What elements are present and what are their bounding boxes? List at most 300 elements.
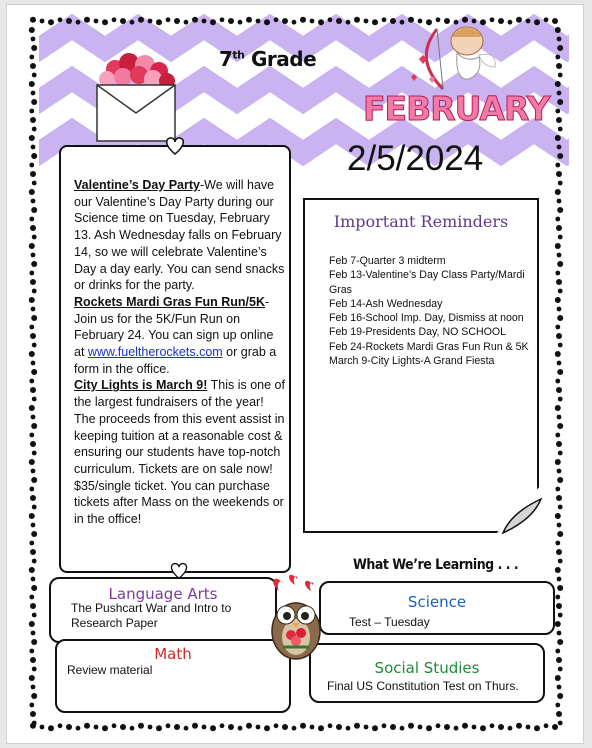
learning-heading: What We’re Learning . . . (353, 557, 519, 573)
border-dot (84, 723, 90, 729)
border-dot (29, 217, 34, 222)
border-dot (382, 17, 387, 22)
border-dot (156, 19, 162, 25)
border-dot (32, 289, 37, 294)
border-dot (555, 541, 560, 546)
border-dot (29, 27, 35, 33)
border-dot (557, 253, 562, 258)
border-dot (558, 559, 563, 564)
border-dot (32, 559, 37, 564)
border-dot (390, 724, 396, 730)
border-dot (256, 725, 261, 730)
border-dot (256, 19, 261, 24)
border-dot (558, 667, 563, 672)
grade-title: 7th Grade (219, 47, 317, 71)
border-dot (29, 379, 34, 384)
border-dot (557, 91, 562, 96)
border-dot (210, 725, 216, 731)
border-dot (498, 724, 504, 730)
border-dot (120, 18, 126, 24)
border-dot (557, 631, 562, 636)
border-dot (557, 477, 563, 483)
border-dot (555, 595, 560, 600)
border-dot (318, 725, 324, 731)
border-dot (29, 621, 35, 627)
border-dot (558, 289, 563, 294)
border-dot (32, 181, 37, 186)
border-dot (274, 17, 279, 22)
border-dot (556, 441, 562, 447)
border-dot (555, 27, 561, 33)
border-dot (534, 19, 540, 25)
border-dot (238, 20, 243, 25)
border-dot (166, 723, 171, 728)
border-dot (555, 433, 560, 438)
border-dot (29, 135, 35, 141)
border-dot (558, 343, 563, 348)
border-dot (555, 675, 561, 681)
border-dot (138, 17, 144, 23)
border-dot (29, 405, 35, 411)
border-dot (364, 725, 369, 730)
border-dot (557, 523, 562, 528)
border-dot (555, 459, 561, 465)
border-dot (220, 17, 225, 22)
border-dot (29, 163, 34, 168)
border-dot (94, 19, 99, 24)
border-dot (557, 531, 563, 537)
border-dot (444, 724, 450, 730)
border-dot (558, 613, 563, 618)
social-studies-body: Final US Constitution Test on Thurs. (327, 679, 519, 693)
border-dot (557, 577, 562, 582)
border-dot (29, 703, 34, 708)
border-dot (462, 17, 468, 23)
border-dot (408, 723, 414, 729)
border-dot (32, 721, 37, 726)
border-dot (556, 387, 562, 393)
border-dot (555, 325, 560, 330)
border-dot (558, 451, 563, 456)
border-dot (444, 18, 450, 24)
border-dot (30, 333, 36, 339)
border-dot (174, 724, 180, 730)
border-dot (490, 17, 495, 22)
border-dot (558, 127, 563, 132)
border-dot (555, 243, 561, 249)
border-dot (555, 271, 560, 276)
border-dot (557, 415, 562, 420)
border-dot (184, 20, 189, 25)
border-dot (76, 20, 81, 25)
language-arts-body: The Pushcart War and Intro to Research Paper (71, 601, 232, 630)
border-dot (102, 725, 108, 731)
border-dot (556, 63, 562, 69)
border-dot (557, 45, 563, 51)
border-dot (30, 441, 36, 447)
border-dot (31, 253, 36, 258)
border-dot (130, 726, 135, 731)
border-dot (557, 639, 563, 645)
border-dot (318, 19, 324, 25)
border-dot (31, 531, 37, 537)
border-dot (400, 726, 405, 731)
announcements-text: Valentine’s Day Party-We will have our Valentine’s Day Party during our Science time on Tuesday, February 13. Ash Wednesday falls on February 14, so we will celebrate Valentine’s Day a day early. You can send snacks or drinks for the party. Rockets Mardi Gras Fun Run/5K-Join us for the 5K/Fun Run on February 24. You can sign up online at www.fueltherockets.com or grab a form in the office. City Lights is March 9! This is one of the largest fundraisers of the year! The proceeds from this event assist in keeping tuition at a reasonable cost & ensuring our students have top-notch curriculum. Tickets are on sale now! $35/single ticket. You can purchase tickets after Mass on the weekends or in the office! (74, 178, 285, 527)
border-dot (48, 19, 54, 25)
border-dot (454, 20, 459, 25)
border-dot (29, 325, 34, 330)
border-dot (31, 261, 37, 267)
border-dot (557, 315, 563, 321)
border-dot (454, 726, 459, 731)
border-dot (29, 513, 35, 519)
border-dot (264, 19, 270, 25)
border-dot (490, 723, 495, 728)
border-dot (555, 351, 561, 357)
border-dot (418, 19, 423, 24)
border-dot (30, 603, 36, 609)
border-dot (426, 725, 432, 731)
border-dot (31, 307, 36, 312)
border-dot (148, 19, 153, 24)
border-dot (436, 723, 441, 728)
border-dot (558, 721, 563, 726)
math-title: Math (154, 645, 192, 663)
border-dot (29, 271, 34, 276)
border-dot (31, 523, 36, 528)
border-dot (556, 279, 562, 285)
border-dot (29, 541, 34, 546)
border-dot (30, 495, 36, 501)
border-dot (174, 18, 180, 24)
border-dot (30, 657, 36, 663)
border-dot (238, 726, 243, 731)
border-dot (282, 18, 288, 24)
border-dot (29, 433, 34, 438)
border-dot (220, 723, 225, 728)
border-dot (328, 723, 333, 728)
border-dot (84, 17, 90, 23)
border-dot (555, 487, 560, 492)
border-dot (29, 243, 35, 249)
border-dot (544, 17, 549, 22)
border-dot (66, 18, 72, 24)
border-dot (40, 19, 45, 24)
border-dot (264, 725, 270, 731)
border-dot (29, 109, 34, 114)
polka-dot-border (7, 5, 584, 744)
border-dot (336, 724, 342, 730)
border-dot (300, 723, 306, 729)
border-dot (372, 19, 378, 25)
fun-run-heading: Rockets Mardi Gras Fun Run/5K (74, 294, 266, 309)
border-dot (544, 723, 549, 728)
border-dot (76, 726, 81, 731)
border-dot (31, 153, 37, 159)
border-dot (354, 17, 360, 23)
border-dot (556, 495, 562, 501)
border-dot (346, 20, 351, 25)
border-dot (58, 17, 63, 22)
border-dot (558, 235, 563, 240)
border-dot (66, 724, 72, 730)
border-dot (300, 17, 306, 23)
border-dot (130, 20, 135, 25)
border-dot (32, 397, 37, 402)
party-heading: Valentine’s Day Party (74, 178, 200, 192)
border-dot (555, 703, 560, 708)
border-dot (328, 17, 333, 22)
border-dot (31, 585, 37, 591)
border-dot (557, 423, 563, 429)
border-dot (32, 127, 37, 132)
border-dot (555, 379, 560, 384)
border-dot (31, 369, 37, 375)
border-dot (557, 199, 562, 204)
border-dot (557, 585, 563, 591)
border-dot (282, 724, 288, 730)
border-dot (30, 711, 36, 717)
border-dot (32, 451, 37, 456)
border-dot (557, 145, 562, 150)
border-dot (31, 37, 36, 42)
border-dot (508, 726, 513, 731)
border-dot (31, 199, 36, 204)
border-dot (498, 18, 504, 24)
reminder-item: Feb 19-Presidents Day, NO SCHOOL (329, 326, 507, 339)
border-dot (202, 725, 207, 730)
border-dot (120, 724, 126, 730)
border-dot (40, 725, 45, 730)
border-dot (29, 595, 34, 600)
border-dot (112, 723, 117, 728)
border-dot (436, 17, 441, 22)
border-dot (336, 18, 342, 24)
border-dot (32, 613, 37, 618)
border-dot (166, 17, 171, 22)
border-dot (30, 171, 36, 177)
border-dot (31, 315, 37, 321)
border-dot (558, 73, 563, 78)
border-dot (292, 20, 297, 25)
border-dot (472, 19, 477, 24)
reminder-item: Feb 7-Quarter 3 midterm (329, 255, 446, 267)
reminder-item: Feb 16-School Imp. Day, Dismiss at noon (329, 312, 524, 325)
border-dot (29, 351, 35, 357)
border-dot (102, 19, 108, 25)
border-dot (31, 693, 37, 699)
border-dot (555, 109, 560, 114)
newsletter-page (6, 4, 584, 744)
border-dot (31, 45, 37, 51)
border-dot (556, 117, 562, 123)
border-dot (31, 361, 36, 366)
border-dot (555, 567, 561, 573)
border-dot (426, 19, 432, 25)
border-dot (555, 163, 560, 168)
border-dot (555, 55, 560, 60)
border-dot (30, 17, 36, 23)
border-dot (462, 723, 468, 729)
border-dot (58, 723, 63, 728)
border-dot (292, 726, 297, 731)
border-dot (557, 361, 562, 366)
city-lights-heading: City Lights is March 9! (74, 378, 208, 393)
border-dot (32, 667, 37, 672)
border-dot (29, 675, 35, 681)
border-dot (148, 725, 153, 730)
border-dot (228, 724, 234, 730)
border-dot (558, 505, 563, 510)
border-dot (112, 17, 117, 22)
border-dot (556, 549, 562, 555)
border-dot (555, 217, 560, 222)
border-dot (382, 723, 387, 728)
border-dot (156, 725, 162, 731)
newsletter-date: 2/5/2024 (347, 139, 484, 178)
border-dot (418, 725, 423, 730)
border-dot (29, 189, 35, 195)
border-dot (31, 423, 37, 429)
border-dot (29, 81, 35, 87)
month-title: FEBRUARY (363, 89, 550, 128)
border-dot (32, 235, 37, 240)
border-dot (556, 657, 562, 663)
border-dot (31, 685, 36, 690)
border-dot (31, 415, 36, 420)
border-dot (32, 505, 37, 510)
border-dot (557, 469, 562, 474)
border-dot (29, 567, 35, 573)
border-dot (48, 725, 54, 731)
reminder-item: Feb 14-Ash Wednesday (329, 297, 443, 310)
border-dot (29, 297, 35, 303)
border-dot (557, 37, 562, 42)
border-dot (246, 17, 252, 23)
border-dot (552, 18, 558, 24)
border-dot (228, 18, 234, 24)
border-dot (556, 603, 562, 609)
science-body: Test – Tuesday (349, 615, 430, 629)
border-dot (556, 225, 562, 231)
border-dot (557, 693, 563, 699)
border-dot (30, 225, 36, 231)
reminders-title: Important Reminders (333, 212, 509, 231)
language-arts-title: Language Arts (108, 585, 218, 603)
border-dot (138, 723, 144, 729)
border-dot (29, 459, 35, 465)
border-dot (557, 307, 562, 312)
border-dot (556, 333, 562, 339)
border-dot (400, 20, 405, 25)
border-dot (29, 487, 34, 492)
border-dot (210, 19, 216, 25)
math-body: Review material (67, 663, 153, 677)
border-dot (552, 724, 558, 730)
border-dot (556, 711, 562, 717)
reminder-item: Feb 13-Valentine’s Day Class Party/Mardi Gras (329, 269, 525, 296)
border-dot (557, 207, 563, 213)
border-dot (472, 725, 477, 730)
border-dot (31, 145, 36, 150)
border-dot (408, 17, 414, 23)
science-title: Science (407, 593, 467, 611)
reminder-item: March 9-City Lights-A Grand Fiesta (329, 355, 495, 368)
border-dot (94, 725, 99, 730)
border-dot (480, 19, 486, 25)
border-dot (30, 387, 36, 393)
border-dot (32, 343, 37, 348)
border-dot (29, 649, 34, 654)
border-dot (31, 631, 36, 636)
border-dot (555, 405, 561, 411)
border-dot (508, 20, 513, 25)
border-dot (480, 725, 486, 731)
border-dot (534, 725, 540, 731)
border-dot (555, 649, 560, 654)
border-dot (184, 726, 189, 731)
border-dot (555, 135, 561, 141)
border-dot (557, 99, 563, 105)
border-dot (354, 723, 360, 729)
border-dot (557, 369, 563, 375)
border-dot (390, 18, 396, 24)
border-dot (558, 181, 563, 186)
border-dot (31, 469, 36, 474)
border-dot (372, 725, 378, 731)
border-dot (32, 73, 37, 78)
border-dot (202, 19, 207, 24)
border-dot (31, 207, 37, 213)
border-dot (30, 117, 36, 123)
border-dot (555, 189, 561, 195)
border-dot (30, 549, 36, 555)
border-dot (192, 17, 198, 23)
border-dot (516, 723, 522, 729)
border-dot (557, 685, 562, 690)
border-dot (192, 723, 198, 729)
border-dot (555, 621, 561, 627)
border-dot (31, 577, 36, 582)
border-dot (364, 19, 369, 24)
border-dot (555, 297, 561, 303)
border-dot (346, 726, 351, 731)
reminder-item: Feb 24-Rockets Mardi Gras Fun Run & 5K (329, 340, 529, 353)
border-dot (274, 723, 279, 728)
border-dot (526, 19, 531, 24)
border-dot (555, 81, 561, 87)
fundraiser-link[interactable]: www.fueltherockets.com (87, 345, 223, 360)
border-dot (31, 91, 36, 96)
border-dot (557, 261, 563, 267)
border-dot (526, 725, 531, 730)
border-dot (246, 723, 252, 729)
border-dot (29, 55, 34, 60)
border-dot (555, 513, 561, 519)
border-dot (30, 279, 36, 285)
border-dot (557, 153, 563, 159)
border-dot (556, 171, 562, 177)
border-dot (31, 99, 37, 105)
border-dot (31, 477, 37, 483)
border-dot (558, 397, 563, 402)
border-dot (30, 63, 36, 69)
border-dot (516, 17, 522, 23)
border-dot (310, 19, 315, 24)
border-dot (310, 725, 315, 730)
border-dot (31, 639, 37, 645)
social-studies-title: Social Studies (374, 659, 480, 677)
